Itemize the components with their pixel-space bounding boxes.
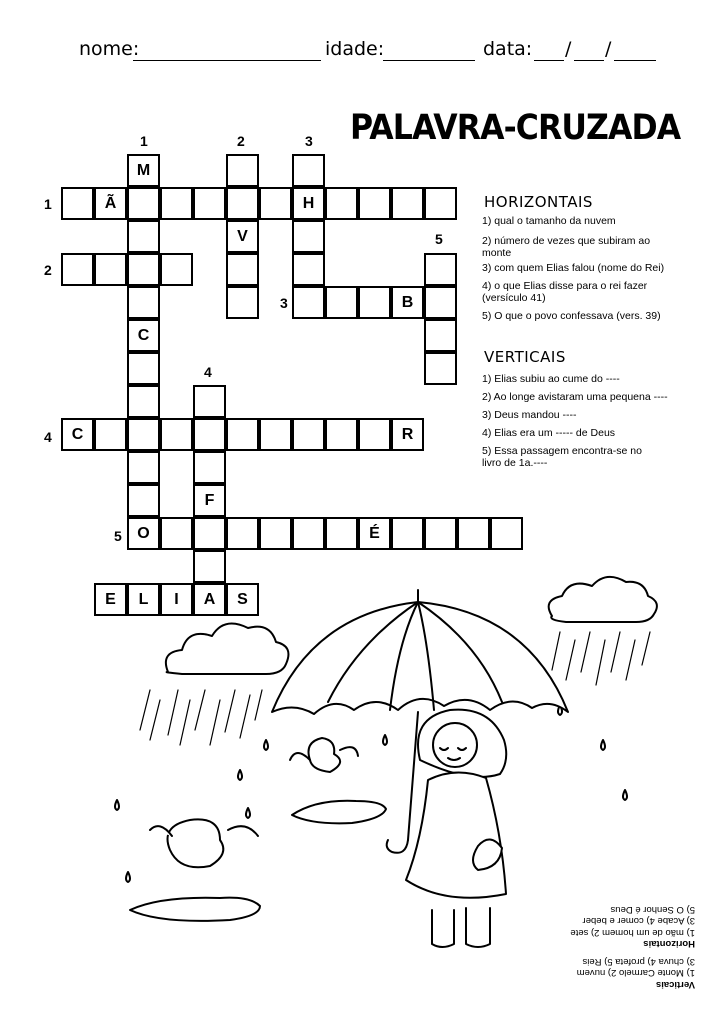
horizontal-clue: 2) número de vezes que subiram ao monte <box>482 235 651 259</box>
vertical-clue: 2) Ao longe avistaram uma pequena ---- <box>482 391 668 403</box>
vertical-clues-heading: VERTICAIS <box>484 348 566 366</box>
crossword-cell[interactable]: C <box>127 319 160 352</box>
crossword-cell[interactable]: C <box>61 418 94 451</box>
vertical-clue: 5) Essa passagem encontra-se no livro de 1a.---- <box>482 445 642 469</box>
answer-key-horizontais-label: Horizontais <box>643 938 695 950</box>
crossword-cell[interactable]: M <box>127 154 160 187</box>
answer-key-line: 1) mão de um homem 2) sete <box>570 927 695 938</box>
girl-figure <box>406 710 506 947</box>
age-label: idade: <box>325 38 385 60</box>
answer-key-line: 5) O Senhor é Deus <box>610 904 695 915</box>
answer-key-line: 1) Monte Carmelo 2) nuvem <box>576 967 695 979</box>
vertical-clue: 1) Elias subiu ao cume do ---- <box>482 373 620 385</box>
crossword-cell[interactable]: V <box>226 220 259 253</box>
crossword-cell[interactable]: É <box>358 517 391 550</box>
date-separator: / <box>605 38 612 60</box>
duck-icon <box>130 819 260 920</box>
page-title: PALAVRA-CRUZADA <box>350 108 681 148</box>
answer-key-line: 3) chuva 4) profeta 5) Reis <box>582 956 695 967</box>
clue-number: 2 <box>44 262 52 278</box>
crossword-cell[interactable]: R <box>391 418 424 451</box>
crossword-cell[interactable]: O <box>127 517 160 550</box>
clue-number: 4 <box>44 429 52 445</box>
clue-number: 5 <box>435 231 443 247</box>
clue-number: 2 <box>237 133 245 149</box>
elias-cell: E <box>94 583 127 616</box>
clue-number: 3 <box>305 133 313 149</box>
clue-number: 4 <box>204 364 212 380</box>
clue-number: 1 <box>140 133 148 149</box>
answer-key <box>545 880 695 990</box>
date-label: data: <box>483 38 533 60</box>
answer-key-verticais-label: Verticais <box>655 979 695 990</box>
vertical-clue: 4) Elias era um ----- de Deus <box>482 427 616 439</box>
horizontal-clue: 5) O que o povo confessava (vers. 39) <box>482 310 661 322</box>
horizontal-clue: 4) o que Elias disse para o rei fazer (versículo 41) <box>482 280 648 304</box>
name-label: nome: <box>79 38 140 60</box>
horizontal-clues-heading: HORIZONTAIS <box>484 193 593 211</box>
horizontal-clue: 3) com quem Elias falou (nome do Rei) <box>482 262 665 274</box>
clue-number: 5 <box>114 528 122 544</box>
duck-icon <box>290 738 386 823</box>
elias-cell: S <box>226 583 259 616</box>
cloud-icon <box>166 624 289 675</box>
horizontal-clue: 1) qual o tamanho da nuvem <box>482 215 616 227</box>
crossword-cell[interactable]: H <box>292 187 325 220</box>
cloud-icon <box>549 577 657 622</box>
answer-key-line: 3) Acabe 4) comer e beber <box>582 915 695 927</box>
elias-cell: L <box>127 583 160 616</box>
clue-number: 1 <box>44 196 52 212</box>
clue-number: 3 <box>280 295 288 311</box>
date-separator: / <box>565 38 572 60</box>
elias-cell: I <box>160 583 193 616</box>
crossword-cell[interactable]: F <box>193 484 226 517</box>
vertical-clue: 3) Deus mandou ---- <box>482 409 577 421</box>
crossword-cell[interactable]: Ã <box>94 187 127 220</box>
crossword-cell[interactable]: B <box>391 286 424 319</box>
elias-cell: A <box>193 583 226 616</box>
